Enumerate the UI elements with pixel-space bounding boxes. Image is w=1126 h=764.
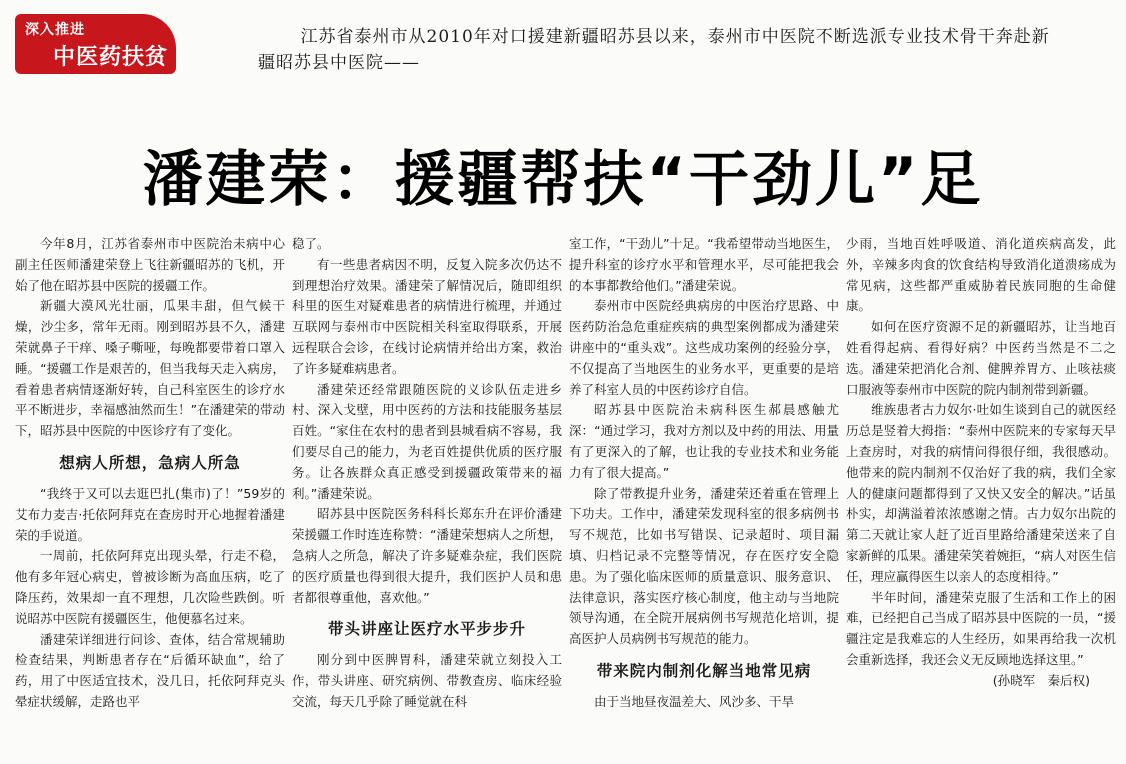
column-2 [292, 234, 562, 754]
paragraph: 有一些患者病因不明，反复入院多次仍达不到理想治疗效果。潘建荣了解情况后，随即组织科里的医生对疑难患者的病情进行梳理，并通过互联网与泰州市中医院相关科室取得联系，开展远程联合会诊，在线讨论病情并给出方案，救治了许多疑难病患者。 [292, 256, 562, 376]
article-body [0, 234, 1126, 754]
column-1 [15, 234, 285, 754]
paragraph: 昭苏县中医院医务科科长郑东升在评价潘建荣援疆工作时连连称赞：“潘建荣想病人之所想，急病人之所急，解决了许多疑难杂症，我们医院的医疗质量也得到很大提升，我们医护人员和患者都很尊重他，喜欢他。” [292, 506, 562, 605]
paragraph: 由于当地昼夜温差大、风沙多、干旱 [594, 693, 795, 709]
paragraph: 少雨，当地百姓呼吸道、消化道疾病高发，此外，辛辣多肉食的饮食结构导致消化道溃疡成为常见病，这些都严重威胁着民族同胞的生命健康。 [846, 236, 1116, 314]
paragraph: 一周前，托依阿拜克出现头晕，行走不稳，他有多年冠心病史，曾被诊断为高血压病，吃了降压药，效果却一直不理想，几次险些跌倒。听说昭苏中医院有援疆医生，他便慕名过来。 [15, 548, 285, 626]
byline: (孙晓军 秦后权) [992, 672, 1090, 688]
paragraph: 昭苏县中医院治未病科医生郝晨感触尤深：“通过学习，我对方剂以及中药的用法、用量有了更深入的了解，也让我的专业技术和业务能力有了很大提高。” [569, 402, 839, 480]
paragraph: 稳了。 [292, 236, 330, 251]
subheading: 带头讲座让医疗水平步步升 [327, 620, 526, 639]
headline: 潘建荣：援疆帮扶“干劲儿”足 [142, 145, 984, 215]
column-4 [846, 234, 1116, 754]
paragraph: 半年时间，潘建荣克服了生活和工作上的困难，已经把自己当成了昭苏县中医院的一员，“援疆注定是我难忘的人生经历，如果再给我一次机会重新选择，我还会义无反顾地选择这里。” [846, 589, 1116, 667]
paragraph: 泰州市中医院经典病房的中医治疗思路、中医药防治急危重症疾病的典型案例都成为潘建荣讲座中的“重头戏”。这些成功案例的经验分享，不仅提高了当地医生的业务水平，更重要的是培养了科室人员的中医药诊疗自信。 [569, 298, 839, 397]
paragraph: 刚分到中医脾胃科，潘建荣就立刻投入工作，带头讲座、研究病例、带教查房、临床经验交流，每天几乎除了睡觉就在科 [292, 652, 562, 709]
badge-title: 中医药扶贫 [53, 45, 169, 70]
paragraph: “我终于又可以去逛巴扎(集市)了！”59岁的艾布力麦吉·托依阿拜克在查房时开心地握着潘建荣的手说道。 [15, 485, 285, 543]
paragraph: 潘建荣详细进行问诊、查体，结合常规辅助检查结果，判断患者存在“后循环缺血”，给了药，用了中医适宜技术，没几日，托依阿拜克头晕症状缓解，走路也平 [15, 631, 285, 709]
column-3 [569, 234, 839, 754]
badge-kicker: 深入推进 [25, 22, 85, 38]
paragraph: 新疆大漠风光壮丽，瓜果丰甜，但气候干燥，沙尘多，常年无雨。刚到昭苏县不久，潘建荣就鼻子干痒、嗓子嘶哑，每晚都要带着口罩入睡。“援疆工作是艰苦的，但当我每天走入病房，看着患者病情逐渐好转，自己科室医生的诊疗水平不断进步，幸福感油然而生！”在潘建荣的带动下，昭苏县中医院的中医诊疗有了变化。 [15, 298, 285, 439]
paragraph: 除了带教提升业务，潘建荣还着重在管理上下功夫。工作中，潘建荣发现科室的很多病例书写不规范，比如书写错误、记录超时、项目漏填、归档记录不完整等情况，存在医疗安全隐患。为了强化临床医师的质量意识、服务意识、法律意识，落实医疗核心制度，他主动与当地院领导沟通，在全院开展病例书写规范化培训，提高医护人员病例书写规范的能力。 [569, 485, 839, 647]
paragraph: 潘建荣还经常跟随医院的义诊队伍走进乡村、深入戈壁，用中医药的方法和技能服务基层百姓。“家住在农村的患者到县城看病不容易，我们要尽自己的能力，为老百姓提供优质的医疗服务。让各族群众真正感受到援疆政策带来的福利。”潘建荣说。 [292, 381, 562, 501]
paragraph: 今年8月，江苏省泰州市中医院治未病中心副主任医师潘建荣登上飞往新疆昭苏的飞机，开始了他在昭苏县中医院的援疆工作。 [15, 236, 285, 293]
subheading: 带来院内制剂化解当地常见病 [596, 661, 812, 680]
section-badge [15, 14, 176, 74]
paragraph: 室工作，“干劲儿”十足。“我希望带动当地医生，提升科室的诊疗水平和管理水平，尽可能把我会的本事都教给他们。”潘建荣说。 [569, 236, 839, 293]
subheading: 想病人所想，急病人所急 [59, 453, 241, 472]
paragraph: 维族患者古力奴尔·吐如生谈到自己的就医经历总是竖着大拇指：“泰州中医院来的专家每天早上查房时，对我的病情问得很仔细，我很感动。他带来的院内制剂不仅治好了我的病，我们全家人的健康问题都得到了又快又安全的解决。”话虽朴实，却满溢着浓浓感谢之情。古力奴尔出院的第二天就让家人赶了近百里路给潘建荣送来了自家新鲜的瓜果。潘建荣笑着婉拒，“病人对医生信任，理应赢得医生以亲人的态度相待。” [846, 402, 1116, 584]
intro-text: 江苏省泰州市从2010年对口援建新疆昭苏县以来，泰州市中医院不断选派专业技术骨干奔赴新疆昭苏县中医院—— [258, 27, 1050, 73]
paragraph: 如何在医疗资源不足的新疆昭苏，让当地百姓看得起病、看得好病？中医药当然是不二之选。潘建荣把消化合剂、健脾养胃方、止咳祛痰口服液等泰州市中医院的院内制剂带到新疆。 [846, 319, 1116, 397]
